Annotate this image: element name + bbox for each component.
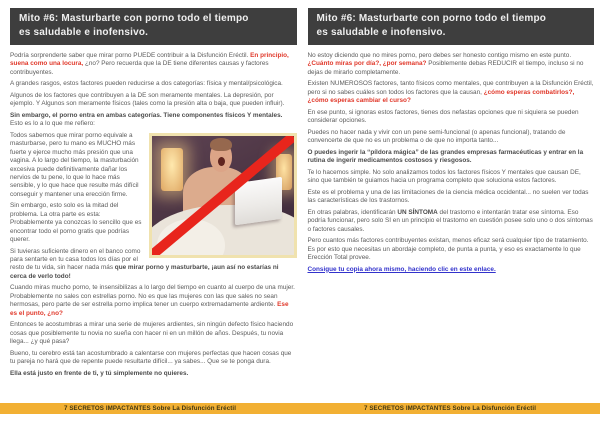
paragraph	[10, 80, 297, 88]
page-title	[308, 8, 595, 45]
text-segment: Bueno, tu cerebro está tan acostumbrado a calentarse con mujeres perfectas que hacen cosas que tu pareja no hará que de repente puede resultarte difícil... ya sabes... Que se te ponga dura.	[10, 349, 292, 366]
text-segment: que mirar porno y masturbarte, ¡aun así no estarías ni cerca de verlo todo!	[10, 264, 279, 280]
text-segment: ¿no? Pero recuerda que la DE tiene diferentes causas y factores contribuyentes.	[10, 60, 269, 76]
paragraph	[308, 52, 595, 77]
page-title-line2: es saludable e inofensivo.	[316, 27, 446, 38]
man-open-mouth	[218, 157, 225, 167]
text-segment: ¿Cuánto miras por día?, ¿por semana?	[307, 60, 427, 68]
text-segment: Entonces te acostumbras a mirar una serie de mujeres ardientes, sin ningún defecto físico haciendo cosas que posiblemente tu novia no sueña con hacer ni en un millón de años. Después, tu novia llega... ¿y qué pasa?	[10, 321, 294, 346]
text-segment: En otras palabras, identificarán	[307, 208, 398, 216]
text-segment: Algunos de los factores que contribuyen a la DE son meramente mentales. La depresión, por ejemplo. Y Algunos son meramente físicos (tales como la presión alta o baja, que pueden influir).	[10, 92, 285, 108]
text-segment: O puedes ingerir la “píldora mágica” de las grandes empresas farmacéuticas y entrar en la rutina de ingerir medicamentos costosos y riesgosos.	[307, 148, 584, 165]
paragraph	[308, 209, 595, 234]
pages-container	[10, 8, 594, 381]
text-segment: Todos sabemos que mirar porno equivale a masturbarse, pero tu mano es MUCHO más fuerte y ejerce mucho más presión que una vagina. A lo largo del tiempo, la masturbación excesiva puede definitivamente dañar los nervios de tu pene, lo que lo hace más sensible, y lo que hace que resulte más difícil conseguir y mantener una erección firme.	[10, 132, 139, 198]
text-segment: Te lo hacemos simple. No solo analizamos todos los factores físicos Y mentales que causan DE, sino que también te guiamos hacia un programa completo que soluciona estos factores.	[307, 168, 581, 185]
left-page-body	[10, 52, 297, 378]
page-title	[10, 8, 297, 45]
page-left	[10, 8, 297, 381]
footer-bar	[0, 403, 600, 414]
text-segment: Posiblemente debas REDUCIR el tiempo, incluso si no dejas de mirarlo completamente.	[307, 60, 584, 76]
page-title-line1: Mito #6: Masturbarte con porno todo el tiempo	[316, 13, 547, 24]
paragraph	[10, 112, 297, 129]
page-right	[308, 8, 595, 381]
left-paragraphs-top	[10, 52, 297, 129]
paragraph	[10, 321, 297, 346]
text-segment: Podría sorprenderte saber que mirar porno PUEDE contribuir a la Disfunción Eréctil.	[10, 52, 251, 59]
paragraph	[308, 129, 595, 146]
text-segment: Ese es el punto, ¿no?	[10, 301, 289, 317]
text-segment: En ese punto, si ignoras estos factores, tienes dos nefastas opciones que ni siquiera se pueden considerar opciones.	[307, 108, 579, 125]
right-paragraphs	[308, 52, 595, 274]
paragraph	[10, 370, 297, 378]
text-segment: Puedes no hacer nada y vivir con un pene semi-funcional (o apenas funcional), tratando de convencerte de que no es un problema o de que no importa tanto...	[307, 128, 566, 145]
paragraph	[308, 169, 595, 186]
right-page-body	[308, 52, 595, 274]
text-segment: Este es el problema y una de las limitaciones de la ciencia médica occidental... no suelen ver todas las características de los trastornos.	[307, 188, 589, 205]
text-segment: ¿cómo esperas combatirlos?, ¿cómo esperas cambiar el curso?	[307, 88, 575, 105]
text-segment: Esto es lo a lo que me refiero:	[10, 120, 95, 128]
paragraph	[10, 52, 297, 77]
text-segment: A grandes rasgos, estos factores pueden reducirse a dos categorías: física y mental/psicológica.	[10, 80, 283, 88]
text-segment: Existen NUMEROSOS factores, tanto físicos como mentales, que contribuyen a la Disfunción Eréctil, pero si no sabes cuáles son todos los factores que la causan,	[307, 80, 594, 96]
footer-text-left: 7 SECRETOS IMPACTANTES Sobre La Disfunción Eréctil	[63, 405, 237, 412]
text-segment: En principio, suena como una locura,	[10, 52, 289, 68]
paragraph	[10, 284, 297, 318]
text-segment: No estoy diciendo que no mires porno, pero debes ser honesto contigo mismo en este punto.	[307, 52, 572, 59]
text-segment: Si tuvieras suficiente dinero en el banco como para sentarte en tu casa todos los días por el resto de tu vida, sin hacer nada más	[10, 247, 141, 272]
text-segment: Ella está justo en frente de ti, y tú simplemente no quieres.	[10, 369, 189, 377]
paragraph	[308, 266, 595, 274]
paragraph	[10, 92, 297, 109]
censored-photo	[149, 133, 297, 258]
paragraph	[308, 109, 595, 126]
page-title-line1: Mito #6: Masturbarte con porno todo el tiempo	[19, 13, 249, 24]
paragraph	[10, 350, 297, 367]
cta-link[interactable]: Consigue tu copia ahora mismo, haciendo clic en este enlace.	[307, 265, 496, 273]
text-segment: Sin embargo, esto solo es la mitad del problema. La otra parte es esta: Probablemente ya conozcas lo sencillo que es encontrar todo el porno gratis que podrías querer.	[10, 202, 142, 244]
page-title-line2: es saludable e inofensivo.	[19, 27, 149, 38]
paragraph	[308, 237, 595, 262]
text-segment: Cuando miras mucho porno, te insensibilizas a lo largo del tiempo en cuanto al cuerpo de una mujer. Probablemente no sales con estrellas porno. No es que las mujeres con las que sales no sean hermosas, pero parte de ser estrella porno implica tener un cuerpo extremadamente ardiente.	[10, 284, 295, 309]
paragraph	[308, 189, 595, 206]
lamp-left	[161, 148, 182, 191]
paragraph	[308, 80, 595, 105]
text-segment: Sin embargo, el porno entra en ambas categorías. Tiene componentes físicos Y mentales.	[10, 112, 283, 119]
man-hair	[210, 138, 231, 151]
text-segment: del trastorno e intentarán tratar ese síntoma. Eso podría funcionar, pero solo SI en un principio el trastorno en cuestión posee solo uno o dos síntomas o factores causales.	[307, 208, 593, 233]
footer-text-right: 7 SECRETOS IMPACTANTES Sobre La Disfunción Eréctil	[363, 405, 537, 412]
text-segment: UN SÍNTOMA	[397, 208, 438, 216]
paragraph	[308, 149, 595, 166]
text-segment: Pero cuantos más factores contribuyentes existan, menos eficaz será cualquier tipo de tratamiento. Es por esto que necesitas un abordaje completo, de punta a punta, y eso es exactamente lo que Erección Total provee.	[307, 237, 589, 262]
left-paragraphs-bottom	[10, 284, 297, 378]
